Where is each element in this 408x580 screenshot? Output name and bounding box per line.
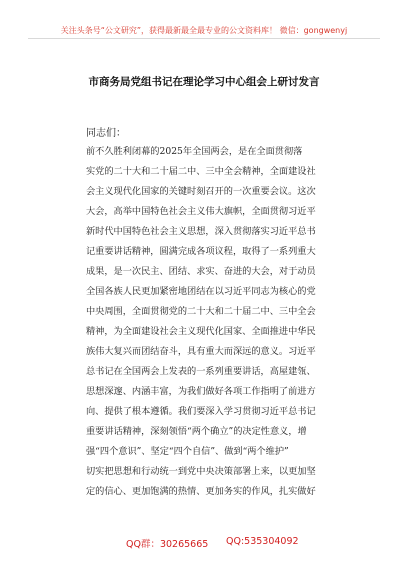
body-line: 重要讲话精神，深刻领悟“两个确立”的决定性意义，增 <box>86 426 307 437</box>
header-banner: 关注头条号“公文研究”，获得最新最全最专业的公文资料库！ 微信：gongwenyj <box>60 26 348 35</box>
body-line: 大会，高举中国特色社会主义伟大旗帜，全面贯彻习近平 <box>86 206 316 217</box>
body-line: 切实把思想和行动统一到党中央决策部署上来，以更加坚 <box>86 466 316 477</box>
body-line: 强“四个意识”、坚定“四个自信”、做到“两个维护” <box>86 446 289 457</box>
footer-qq-contact: QQ:535304092 <box>226 536 299 547</box>
body-line: 族伟大复兴而团结奋斗，具有重大而深远的意义。习近平 <box>86 346 316 357</box>
header-divider <box>28 38 380 39</box>
body-line: 总书记在全国两会上发表的一系列重要讲话，高屋建瓴、 <box>86 366 316 377</box>
footer-qq-group: QQ群：30265665 <box>126 539 209 550</box>
body-line: 会主义现代化国家的关键时刻召开的一次重要会议。这次 <box>86 186 316 197</box>
body-line: 前不久胜利闭幕的2025年全国两会，是在全面贯彻落 <box>86 146 303 157</box>
body-line: 精神，为全面建设社会主义现代化国家、全面推进中华民 <box>86 326 316 337</box>
body-line: 思想深邃、内涵丰富，为我们做好各项工作指明了前进方 <box>86 386 316 397</box>
body-line: 新时代中国特色社会主义思想，深入贯彻落实习近平总书 <box>86 226 316 237</box>
salutation: 同志们： <box>86 128 126 139</box>
body-line: 向、提供了根本遵循。我们要深入学习贯彻习近平总书记 <box>86 406 316 417</box>
body-line: 记重要讲话精神，圆满完成各项议程，取得了一系列重大 <box>86 246 316 257</box>
document-title: 市商务局党组书记在理论学习中心组会上研讨发言 <box>88 76 320 88</box>
body-line: 成果，是一次民主、团结、求实、奋进的大会，对于动员 <box>86 266 316 277</box>
body-line: 定的信心、更加饱满的热情、更加务实的作风，扎实做好 <box>86 486 316 497</box>
body-line: 中央周围，全面贯彻党的二十大和二十届二中、三中全会 <box>86 306 316 317</box>
body-line: 全国各族人民更加紧密地团结在以习近平同志为核心的党 <box>86 286 316 297</box>
body-line: 实党的二十大和二十届二中、三中全会精神，全面建设社 <box>86 166 316 177</box>
